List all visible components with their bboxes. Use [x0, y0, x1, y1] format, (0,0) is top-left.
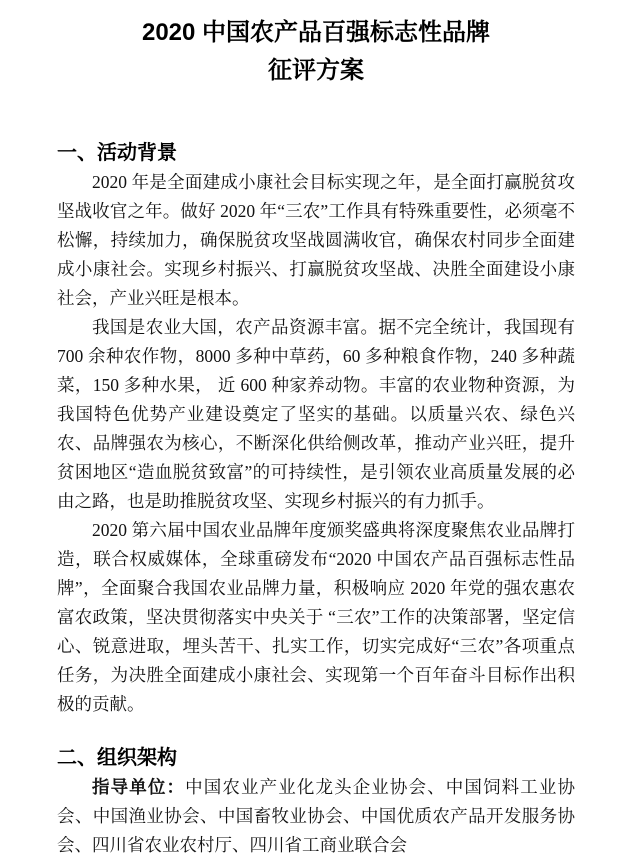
- guidance-units-text: 中国农业产业化龙头企业协会、中国饲料工业协会、中国渔业协会、中国畜牧业协会、中国优质农产品开发服务协会、四川省农业农村厅、四川省工商业联合会: [57, 777, 576, 855]
- document-title-line-1: 2020 中国农产品百强标志性品牌: [141, 19, 491, 46]
- paragraph-background-2: 我国是农业大国，农产品资源丰富。据不完全统计，我国现有 700 余种农作物，8000 多种中草药，60 多种粮食作物，240 多种蔬菜，150 多种水果， 近 600 种家养动物。丰富的农业物种资源，为我国特色优势产业建设奠定了坚实的基础。以质量兴农、绿色兴农、品牌强农为核心，不断深化供给侧改革，推动产业兴旺，提升贫困地区“造血脱贫致富”的可持续性，是引领农业高质量发展的必由之路，也是助推脱贫攻坚、实现乡村振兴的有力抓手。: [57, 317, 575, 511]
- document-title-line-2: 征评方案: [268, 57, 364, 84]
- section-heading-activity-background: 一、活动背景: [57, 142, 177, 164]
- paragraph-guidance-units: [57, 773, 575, 860]
- document-title: [57, 14, 575, 90]
- guidance-units-label: 指导单位：: [92, 777, 186, 797]
- paragraph-background-1: 2020 年是全面建成小康社会目标实现之年，是全面打赢脱贫攻坚战收官之年。做好 2020 年“三农”工作具有特殊重要性，必须毫不松懈，持续加力，确保脱贫攻坚战圆满收官，确保农村同步全面建成小康社会。实现乡村振兴、打赢脱贫攻坚战、决胜全面建设小康社会，产业兴旺是根本。: [57, 172, 575, 308]
- section-heading-organization-structure: 二、组织架构: [57, 747, 177, 769]
- paragraph-background-3: 2020 第六届中国农业品牌年度颁奖盛典将深度聚焦农业品牌打造，联合权威媒体，全球重磅发布“2020 中国农产品百强标志性品牌”，全面聚合我国农业品牌力量，积极响应 2020 年党的强农惠农富农政策，坚决贯彻落实中央关于 “三农”工作的决策部署，坚定信心、锐意进取，埋头苦干、扎实工作，切实完成好“三农”各项重点任务，为决胜全面建成小康社会、实现第一个百年奋斗目标作出积极的贡献。: [57, 520, 575, 714]
